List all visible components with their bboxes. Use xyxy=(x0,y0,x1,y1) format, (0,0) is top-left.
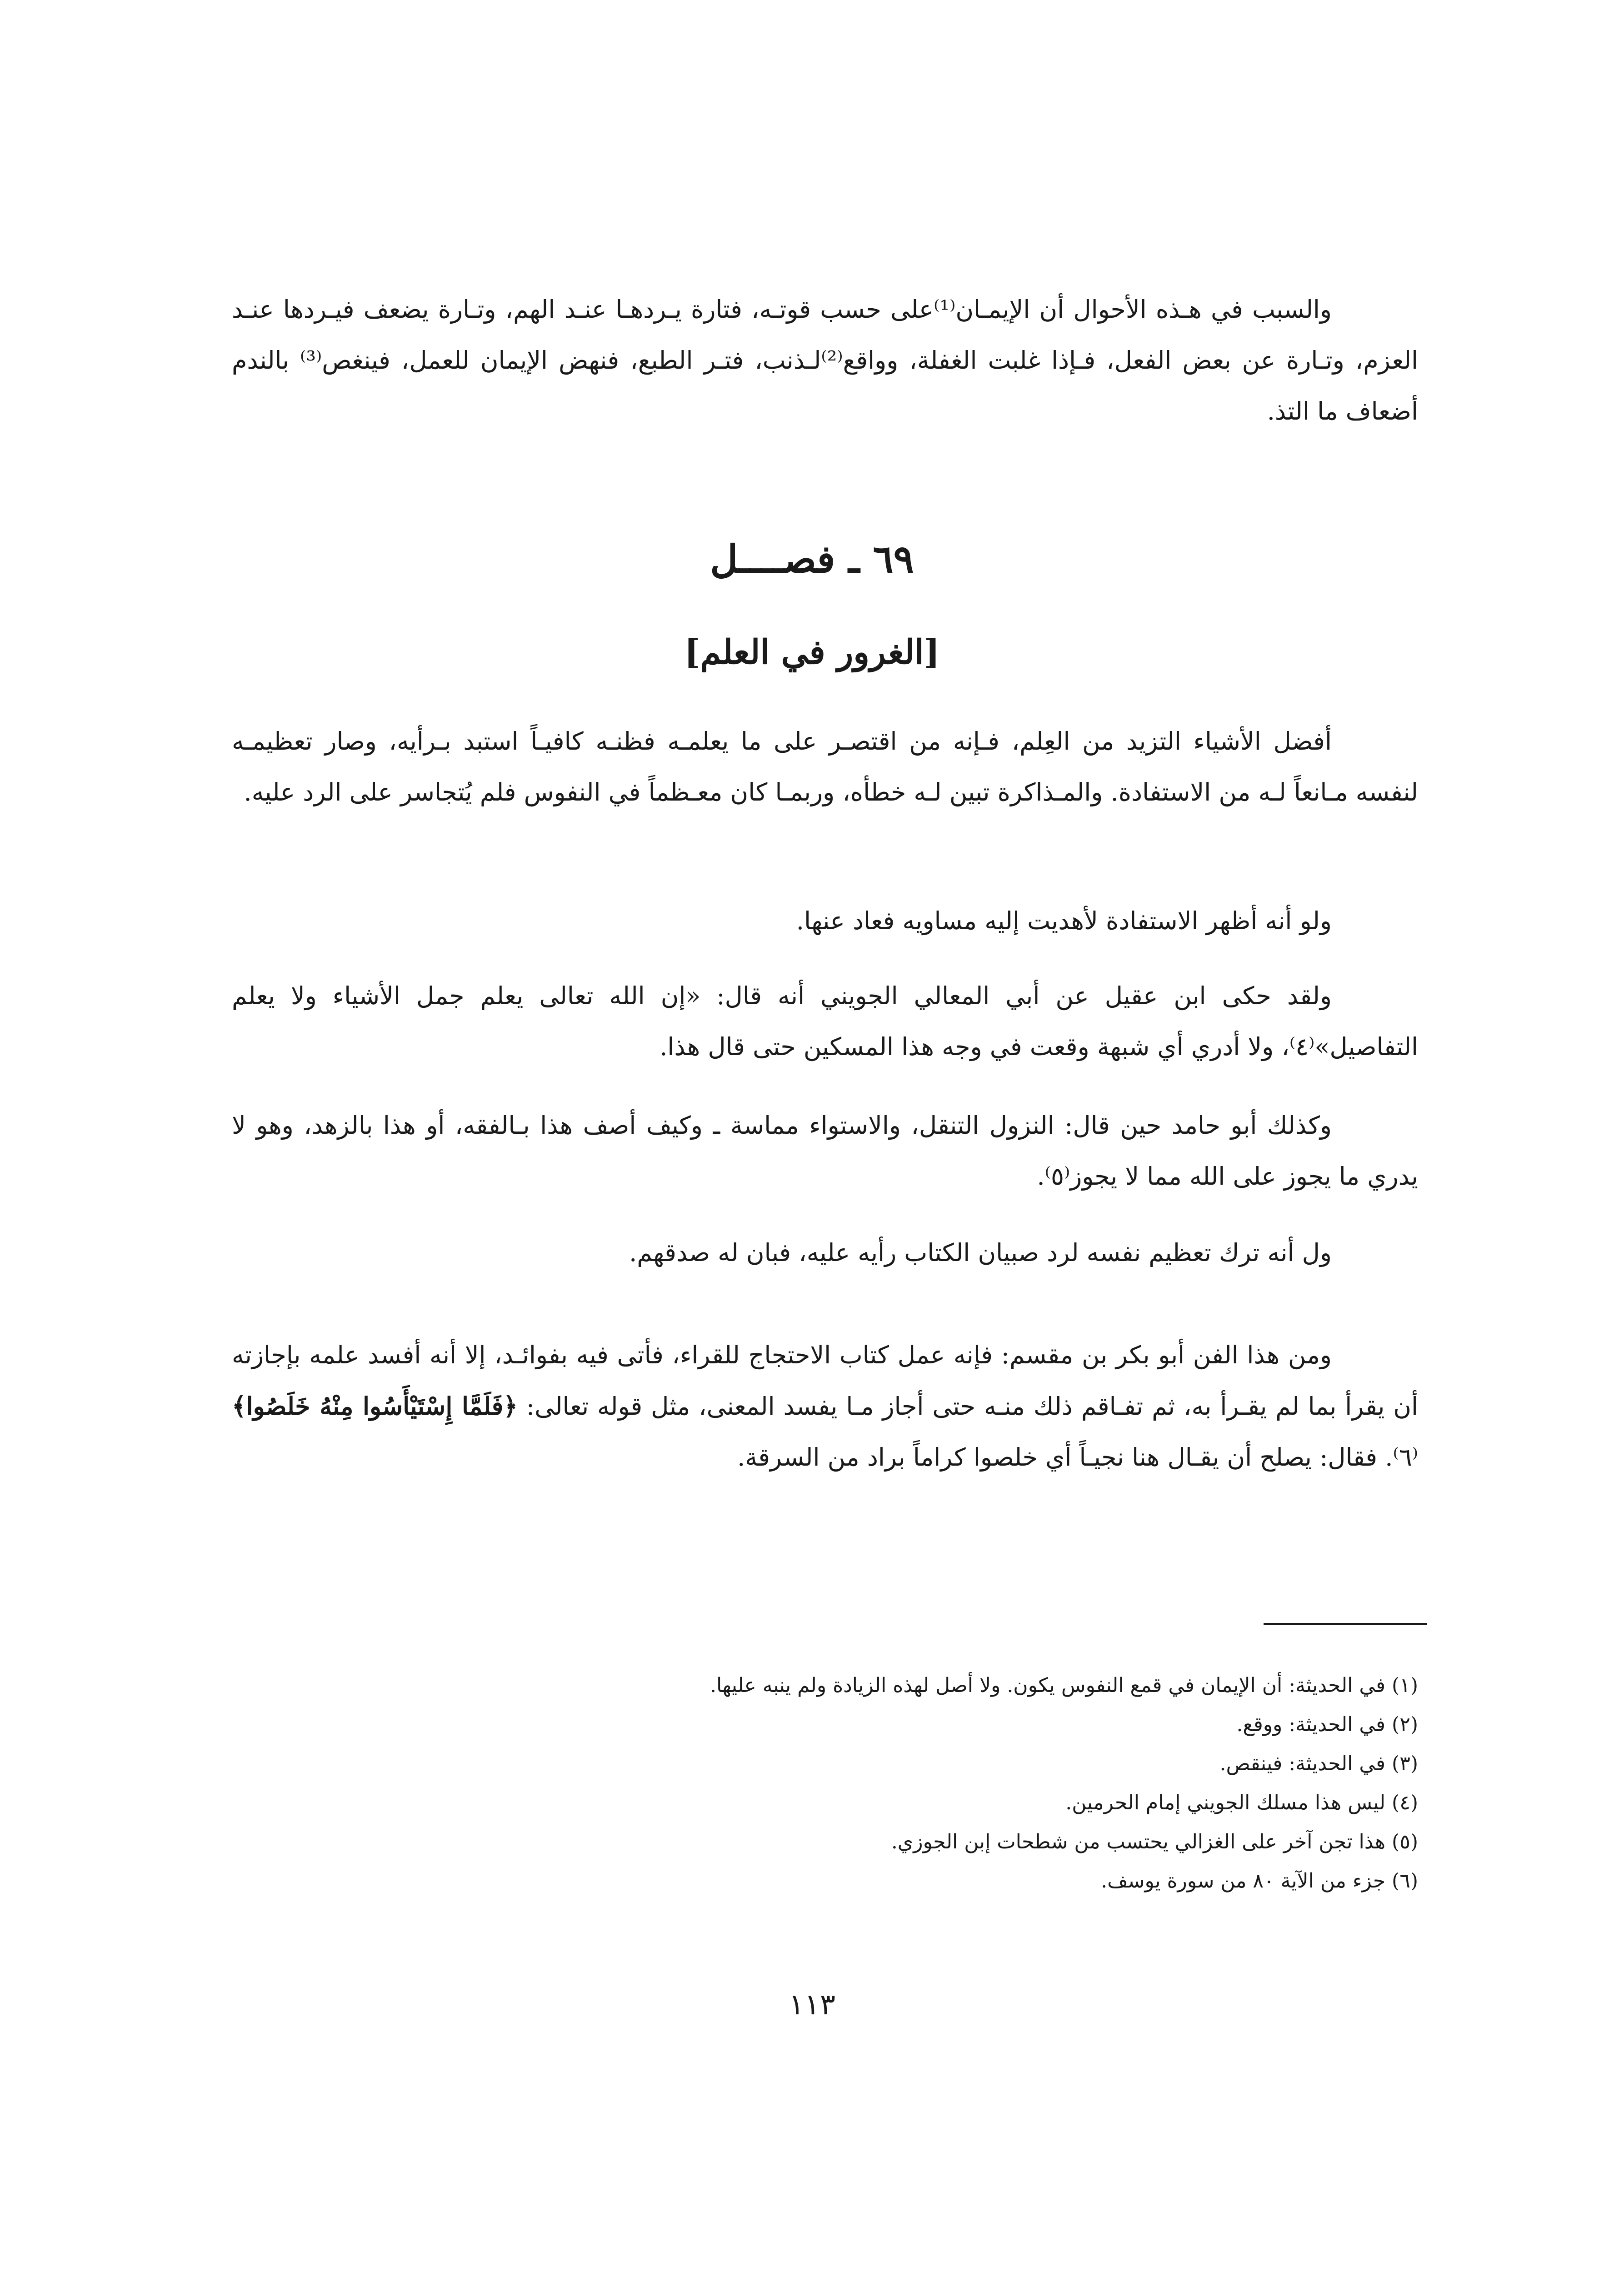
intro-paragraph-block xyxy=(232,284,1418,437)
intro-paragraph: والسبب في هـذه الأحوال أن الإيمـان⁽¹⁾على حسب قوتـه، فتارة يـردهـا عنـد الهم، وتـارة يضعف فيـردها عنـد العزم، وتـارة عن بعض الفعل، فـإذا غلبت الغفلة، وواقع⁽²⁾لـذنب، فتـر الطبع، فنهض الإيمان للعمل، فينغص⁽³⁾ بالندم أضعاف ما التذ. xyxy=(232,295,1419,426)
footnote-4: (٤) ليس هذا مسلك الجويني إمام الحرمين. xyxy=(1065,1791,1418,1814)
footnotes-list xyxy=(232,1666,1418,1901)
footnote-divider xyxy=(1264,1623,1427,1625)
paragraph-1: أفضل الأشياء التزيد من العِلم، فـإنه من اقتصـر على ما يعلمـه فظنـه كافيـاً استبد بـرأيه، وصار تعظيمـه لنفسه مـانعاً لـه من الاستفادة. والمـذاكرة تبين لـه خطأه، وربمـا كان معـظماً في النفوس فلم يُتجاسر على الرد عليه. xyxy=(232,727,1418,806)
section-subtitle: [الغرور في العلم] xyxy=(684,633,940,672)
footnote-3: (٣) في الحديثة: فينقص. xyxy=(1219,1752,1418,1775)
paragraph-2-block xyxy=(232,896,1418,946)
footnote-2: (٢) في الحديثة: ووقع. xyxy=(1236,1713,1418,1736)
paragraph-4: وكذلك أبو حامد حين قال: النزول التنقل، والاستواء مماسة ـ وكيف أصف هذا بـالفقه، أو هذا بالزهد، وهو لا يدري ما يجوز على الله مما لا يجوز⁽٥⁾. xyxy=(232,1111,1418,1191)
paragraph-3: ولقد حكى ابن عقيل عن أبي المعالي الجويني أنه قال: «إن الله تعالى يعلم جمل الأشياء ولا يعلم التفاصيل»⁽٤⁾، ولا أدري أي شبهة وقعت في وجه هذا المسكين حتى قال هذا. xyxy=(232,981,1418,1061)
paragraph-6-before-quote: ومن هذا الفن أبو بكر بن مقسم: فإنه عمل كتاب الاحتجاج للقراء، فأتى فيه بفوائـد، إلا أنه أفسد علمه بإجازته أن يقرأ بما لم يقـرأ به، ثم تفـاقم ذلك منـه حتى أجاز مـا يفسد المعنى، مثل قوله تعالى: xyxy=(232,1341,1418,1421)
paragraph-6-after-quote: ⁽٦⁾. فقال: يصلح أن يقـال هنا نجيـاً أي خلصوا كراماً براد من السرقة. xyxy=(737,1443,1418,1472)
quran-verse: ﴿فَلَمَّا إِسْتَيْأَسُوا مِنْهُ خَلَصُوا﴾ xyxy=(232,1392,518,1421)
paragraph-4-block xyxy=(232,1100,1418,1202)
paragraph-5: ول أنه ترك تعظيم نفسه لرد صبيان الكتاب رأيه عليه، فبان له صدقهم. xyxy=(629,1238,1332,1267)
footnote-5: (٥) هذا تجن آخر على الغزالي يحتسب من شطحات إبن الجوزي. xyxy=(891,1830,1418,1853)
paragraph-1-block xyxy=(232,716,1418,818)
paragraph-3-block xyxy=(232,971,1418,1072)
paragraph-6 xyxy=(232,1330,1418,1483)
paragraph-6-block xyxy=(232,1330,1418,1483)
footnote-1: (١) في الحديثة: أن الإيمان في قمع النفوس يكون. ولا أصل لهذه الزيادة ولم ينبه عليها. xyxy=(710,1674,1418,1697)
paragraph-5-block xyxy=(232,1227,1418,1278)
page-number: ١١٣ xyxy=(788,1988,836,2022)
footnote-6: (٦) جزء من الآية ٨٠ من سورة يوسف. xyxy=(1101,1869,1418,1892)
section-heading: ٦٩ ـ فصــــل xyxy=(710,536,914,581)
paragraph-2: ولو أنه أظهر الاستفادة لأهديت إليه مساويه فعاد عنها. xyxy=(796,906,1332,935)
